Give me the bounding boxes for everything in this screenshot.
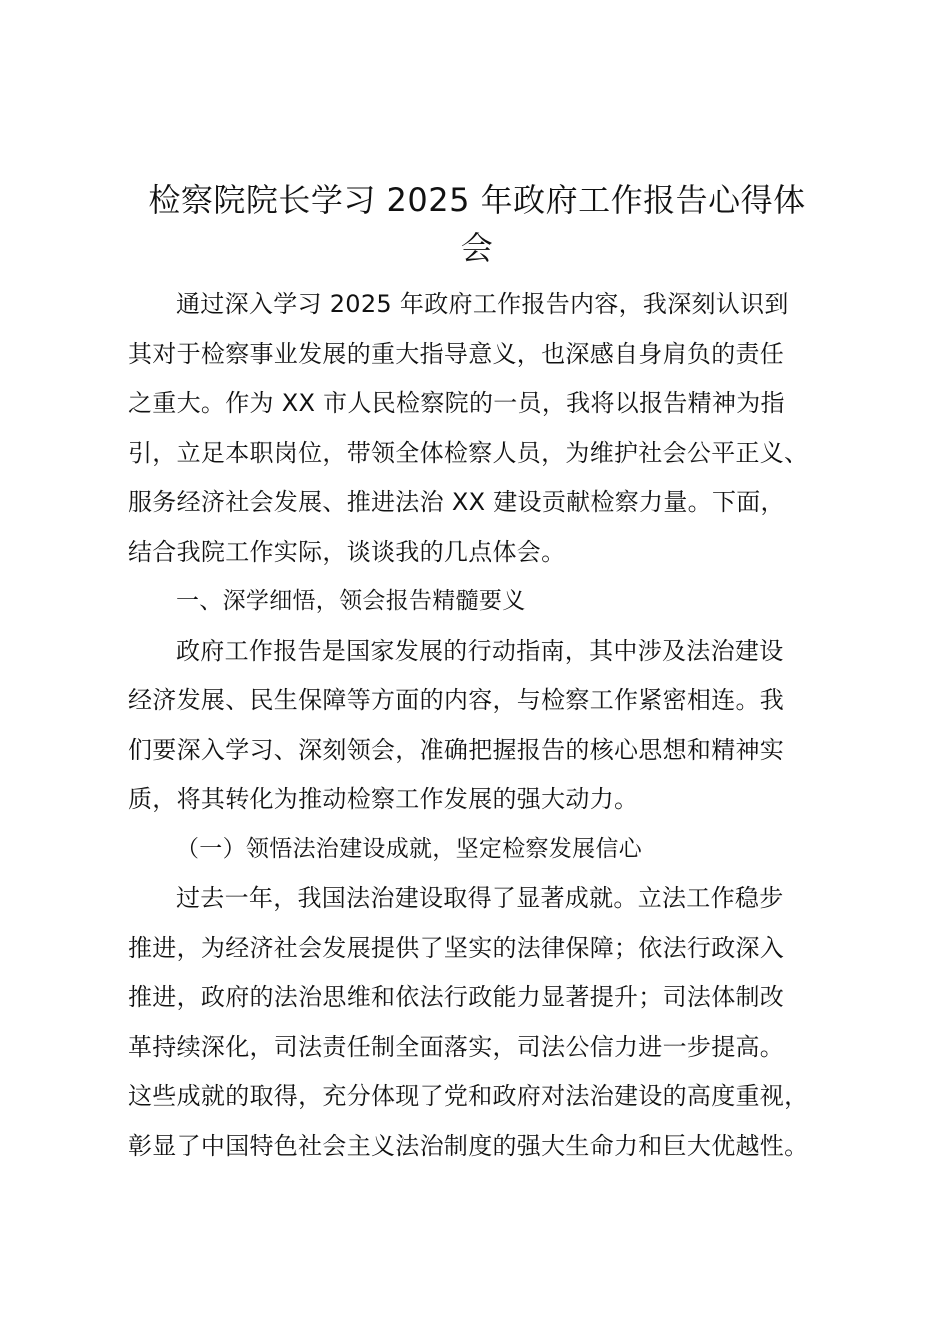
text-line: 结合我院工作实际，谈谈我的几点体会。 — [128, 537, 566, 566]
document-body — [128, 280, 826, 1171]
section-heading: 一、深学细悟，领会报告精髓要义 — [176, 588, 526, 614]
text-line: 通过深入学习 2025 年政府工作报告内容，我深刻认识到 — [176, 290, 789, 318]
section-paragraph — [128, 627, 826, 825]
document-title — [128, 176, 826, 272]
intro-paragraph — [128, 280, 826, 577]
text-line: 推进，政府的法治思维和依法行政能力显著提升；司法体制改 — [128, 983, 785, 1011]
title-line: 会 — [460, 229, 494, 267]
text-line: 经济发展、民生保障等方面的内容，与检察工作紧密相连。我 — [128, 686, 785, 714]
text-line: 质，将其转化为推动检察工作发展的强大动力。 — [128, 785, 639, 813]
text-line: 革持续深化，司法责任制全面落实，司法公信力进一步提高。 — [128, 1032, 785, 1061]
text-line: 服务经济社会发展、推进法治 XX 建设贡献检察力量。下面， — [128, 488, 785, 516]
text-line: 这些成就的取得，充分体现了党和政府对法治建设的高度重视， — [128, 1082, 809, 1110]
text-line: 过去一年，我国法治建设取得了显著成就。立法工作稳步 — [176, 884, 784, 912]
subsection-heading: （一）领悟法治建设成就，坚定检察发展信心 — [176, 835, 642, 862]
text-line: 彰显了中国特色社会主义法治制度的强大生命力和巨大优越性。 — [128, 1131, 809, 1160]
text-line: 推进，为经济社会发展提供了坚实的法律保障；依法行政深入 — [128, 933, 785, 962]
text-line: 其对于检察事业发展的重大指导意义，也深感自身肩负的责任 — [128, 339, 785, 368]
title-line: 检察院院长学习 2025 年政府工作报告心得体 — [148, 181, 806, 219]
text-line: 之重大。作为 XX 市人民检察院的一员，我将以报告精神为指 — [128, 389, 785, 417]
subsection-paragraph — [128, 874, 826, 1171]
text-line: 们要深入学习、深刻领会，准确把握报告的核心思想和精神实 — [128, 735, 785, 764]
text-line: 政府工作报告是国家发展的行动指南，其中涉及法治建设 — [176, 636, 784, 665]
text-line: 引，立足本职岗位，带领全体检察人员，为维护社会公平正义、 — [128, 438, 809, 467]
